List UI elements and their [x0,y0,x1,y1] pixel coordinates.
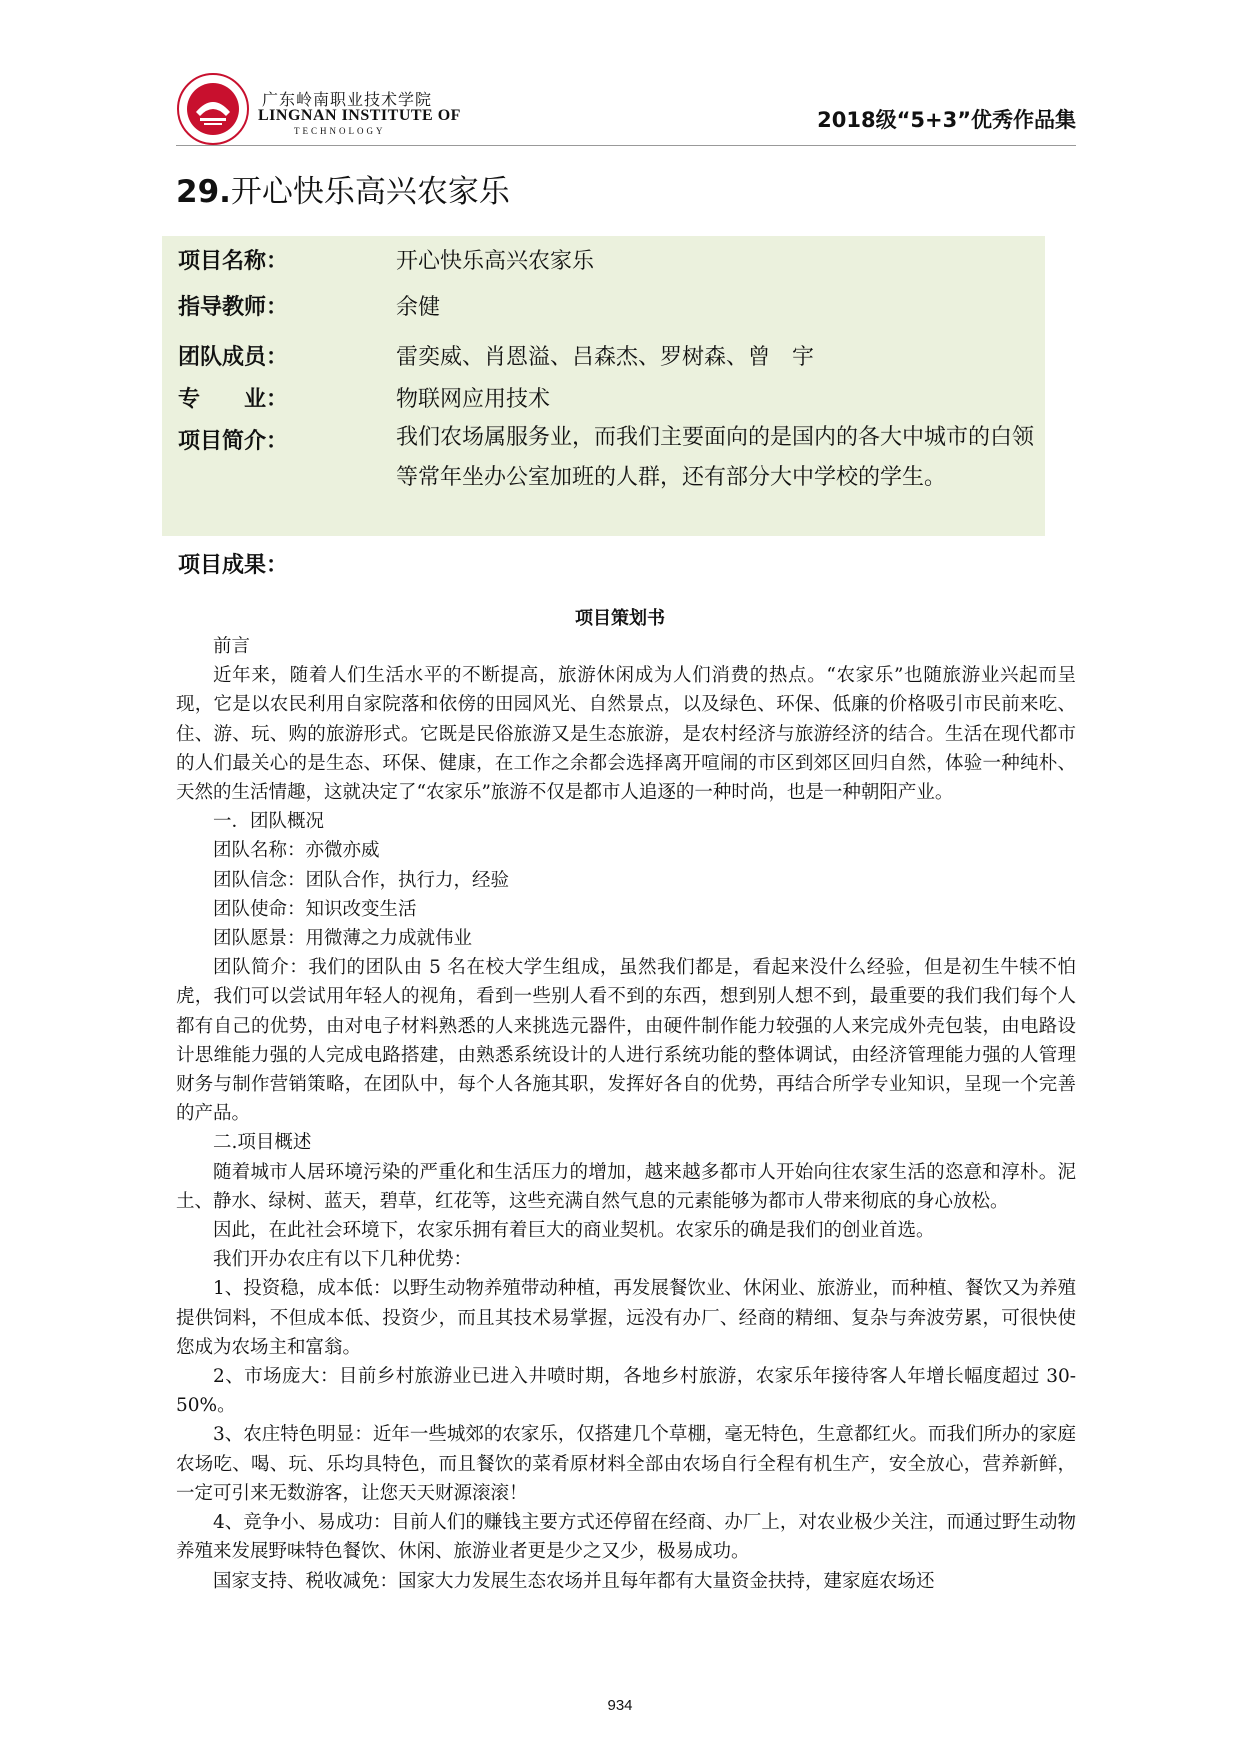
paragraph: 随着城市人居环境污染的严重化和生活压力的增加，越来越多都市人开始向往农家生活的恣意和淳朴。泥土、静水、绿树、蓝天，碧草，红花等，这些充满自然气息的元素能够为都市人带来彻底的身心放松。 [176,1161,1076,1212]
paragraph: 近年来，随着人们生活水平的不断提高，旅游休闲成为人们消费的热点。“农家乐”也随旅游业兴起而呈现，它是以农民利用自家院落和依傍的田园风光、自然景点，以及绿色、环保、低廉的价格吸引市民前来吃、住、游、玩、购的旅游形式。它既是民俗旅游又是生态旅游，是农村经济与旅游经济的结合。生活在现代都市的人们最关心的是生态、环保、健康，在工作之余都会选择离开喧闹的市区到郊区回归自然，体验一种纯朴、天然的生活情趣，这就决定了“农家乐”旅游不仅是都市人追逐的一种时尚，也是一种朝阳产业。 [176,665,1076,804]
info-label-name: 项目名称： [178,249,289,274]
info-row-team [178,340,398,371]
document-body [176,632,1076,1596]
info-value-team: 雷奕威、肖恩溢、吕森杰、罗树森、曾 宇 [396,345,815,370]
collection-title: 2018级“5+3”优秀作品集 [817,108,1076,132]
paragraph: 1、投资稳，成本低：以野生动物养殖带动种植，再发展餐饮业、休闲业、旅游业，而种植、餐饮又为养殖提供饲料，不但成本低、投资少，而且其技术易掌握，远没有办厂、经商的精细、复杂与奔波劳累，可很快使您成为农场主和富翁。 [176,1278,1076,1358]
paragraph: 团队名称：亦微亦威 [213,840,380,862]
paragraph: 团队简介：我们的团队由 5 名在校大学生组成，虽然我们都是，看起来没什么经验，但是初生牛犊不怕虎，我们可以尝试用年轻人的视角，看到一些别人看不到的东西，想到别人想不到，最重要的我们我们每个人都有自己的优势，由对电子材料熟悉的人来挑选元器件，由硬件制作能力较强的人来完成外壳包装，由电路设计思维能力强的人完成电路搭建，由熟悉系统设计的人进行系统功能的整体调试，由经济管理能力强的人管理财务与制作营销策略，在团队中，每个人各施其职，发挥好各自的优势，再结合所学专业知识，呈现一个完善的产品。 [176,957,1076,1125]
project-result-label: 项目成果： [178,553,289,578]
paragraph: 2、市场庞大：目前乡村旅游业已进入井喷时期，各地乡村旅游，农家乐年接待客人年增长幅度超过 30-50%。 [176,1366,1076,1417]
document-title: 项目策划书 [575,608,665,629]
school-name-en-line2: TECHNOLOGY [294,126,386,136]
info-row-intro [178,424,398,455]
school-name-cn: 广东岭南职业技术学院 [262,90,433,109]
info-value-intro: 我们农场属服务业，而我们主要面向的是国内的各大中城市的白领等常年坐办公室加班的人群，还有部分大中学校的学生。 [396,425,1035,490]
paragraph: 4、竞争小、易成功：目前人们的赚钱主要方式还停留在经商、办厂上，对农业极少关注，而通过野生动物养殖来发展野味特色餐饮、休闲、旅游业者更是少之又少，极易成功。 [176,1512,1076,1563]
info-label-teacher: 指导教师： [178,295,289,320]
page-header [0,0,1240,150]
info-value-major: 物联网应用技术 [396,387,551,412]
title-text: 开心快乐高兴农家乐 [230,174,510,210]
page-title [176,166,510,211]
paragraph: 前言 [213,636,251,657]
info-row-name [178,244,398,275]
info-row-teacher [178,290,398,321]
page-number: 934 [607,1697,633,1714]
info-label-intro: 项目简介： [178,429,289,454]
info-label-major: 专 业： [178,387,289,412]
info-label-team: 团队成员： [178,345,289,370]
title-number: 29. [176,174,231,210]
paragraph: 因此，在此社会环境下，农家乐拥有着巨大的商业契机。农家乐的确是我们的创业首选。 [213,1220,935,1242]
section-heading: 一．团队概况 [213,811,325,833]
paragraph: 团队信念：团队合作，执行力，经验 [213,869,510,891]
paragraph: 国家支持、税收减免：国家大力发展生态农场并且每年都有大量资金扶持，建家庭农场还 [213,1570,935,1592]
info-value-name: 开心快乐高兴农家乐 [396,249,595,274]
info-row-major [178,382,398,413]
school-name-en: LINGNAN INSTITUTE OF [258,107,461,124]
paragraph: 我们开办农庄有以下几种优势： [213,1249,473,1271]
info-value-teacher: 余健 [396,295,441,320]
paragraph: 团队愿景：用微薄之力成就伟业 [213,928,473,950]
header-divider [176,145,1076,146]
paragraph: 团队使命：知识改变生活 [213,898,417,920]
school-logo-icon [176,72,250,146]
paragraph: 3、农庄特色明显：近年一些城郊的农家乐，仅搭建几个草棚，毫无特色，生意都红火。而我们所办的家庭农场吃、喝、玩、乐均具特色，而且餐饮的菜肴原材料全部由农场自行全程有机生产，安全放心，营养新鲜，一定可引来无数游客，让您天天财源滚滚！ [176,1424,1076,1504]
section-heading: 二.项目概述 [213,1132,312,1154]
